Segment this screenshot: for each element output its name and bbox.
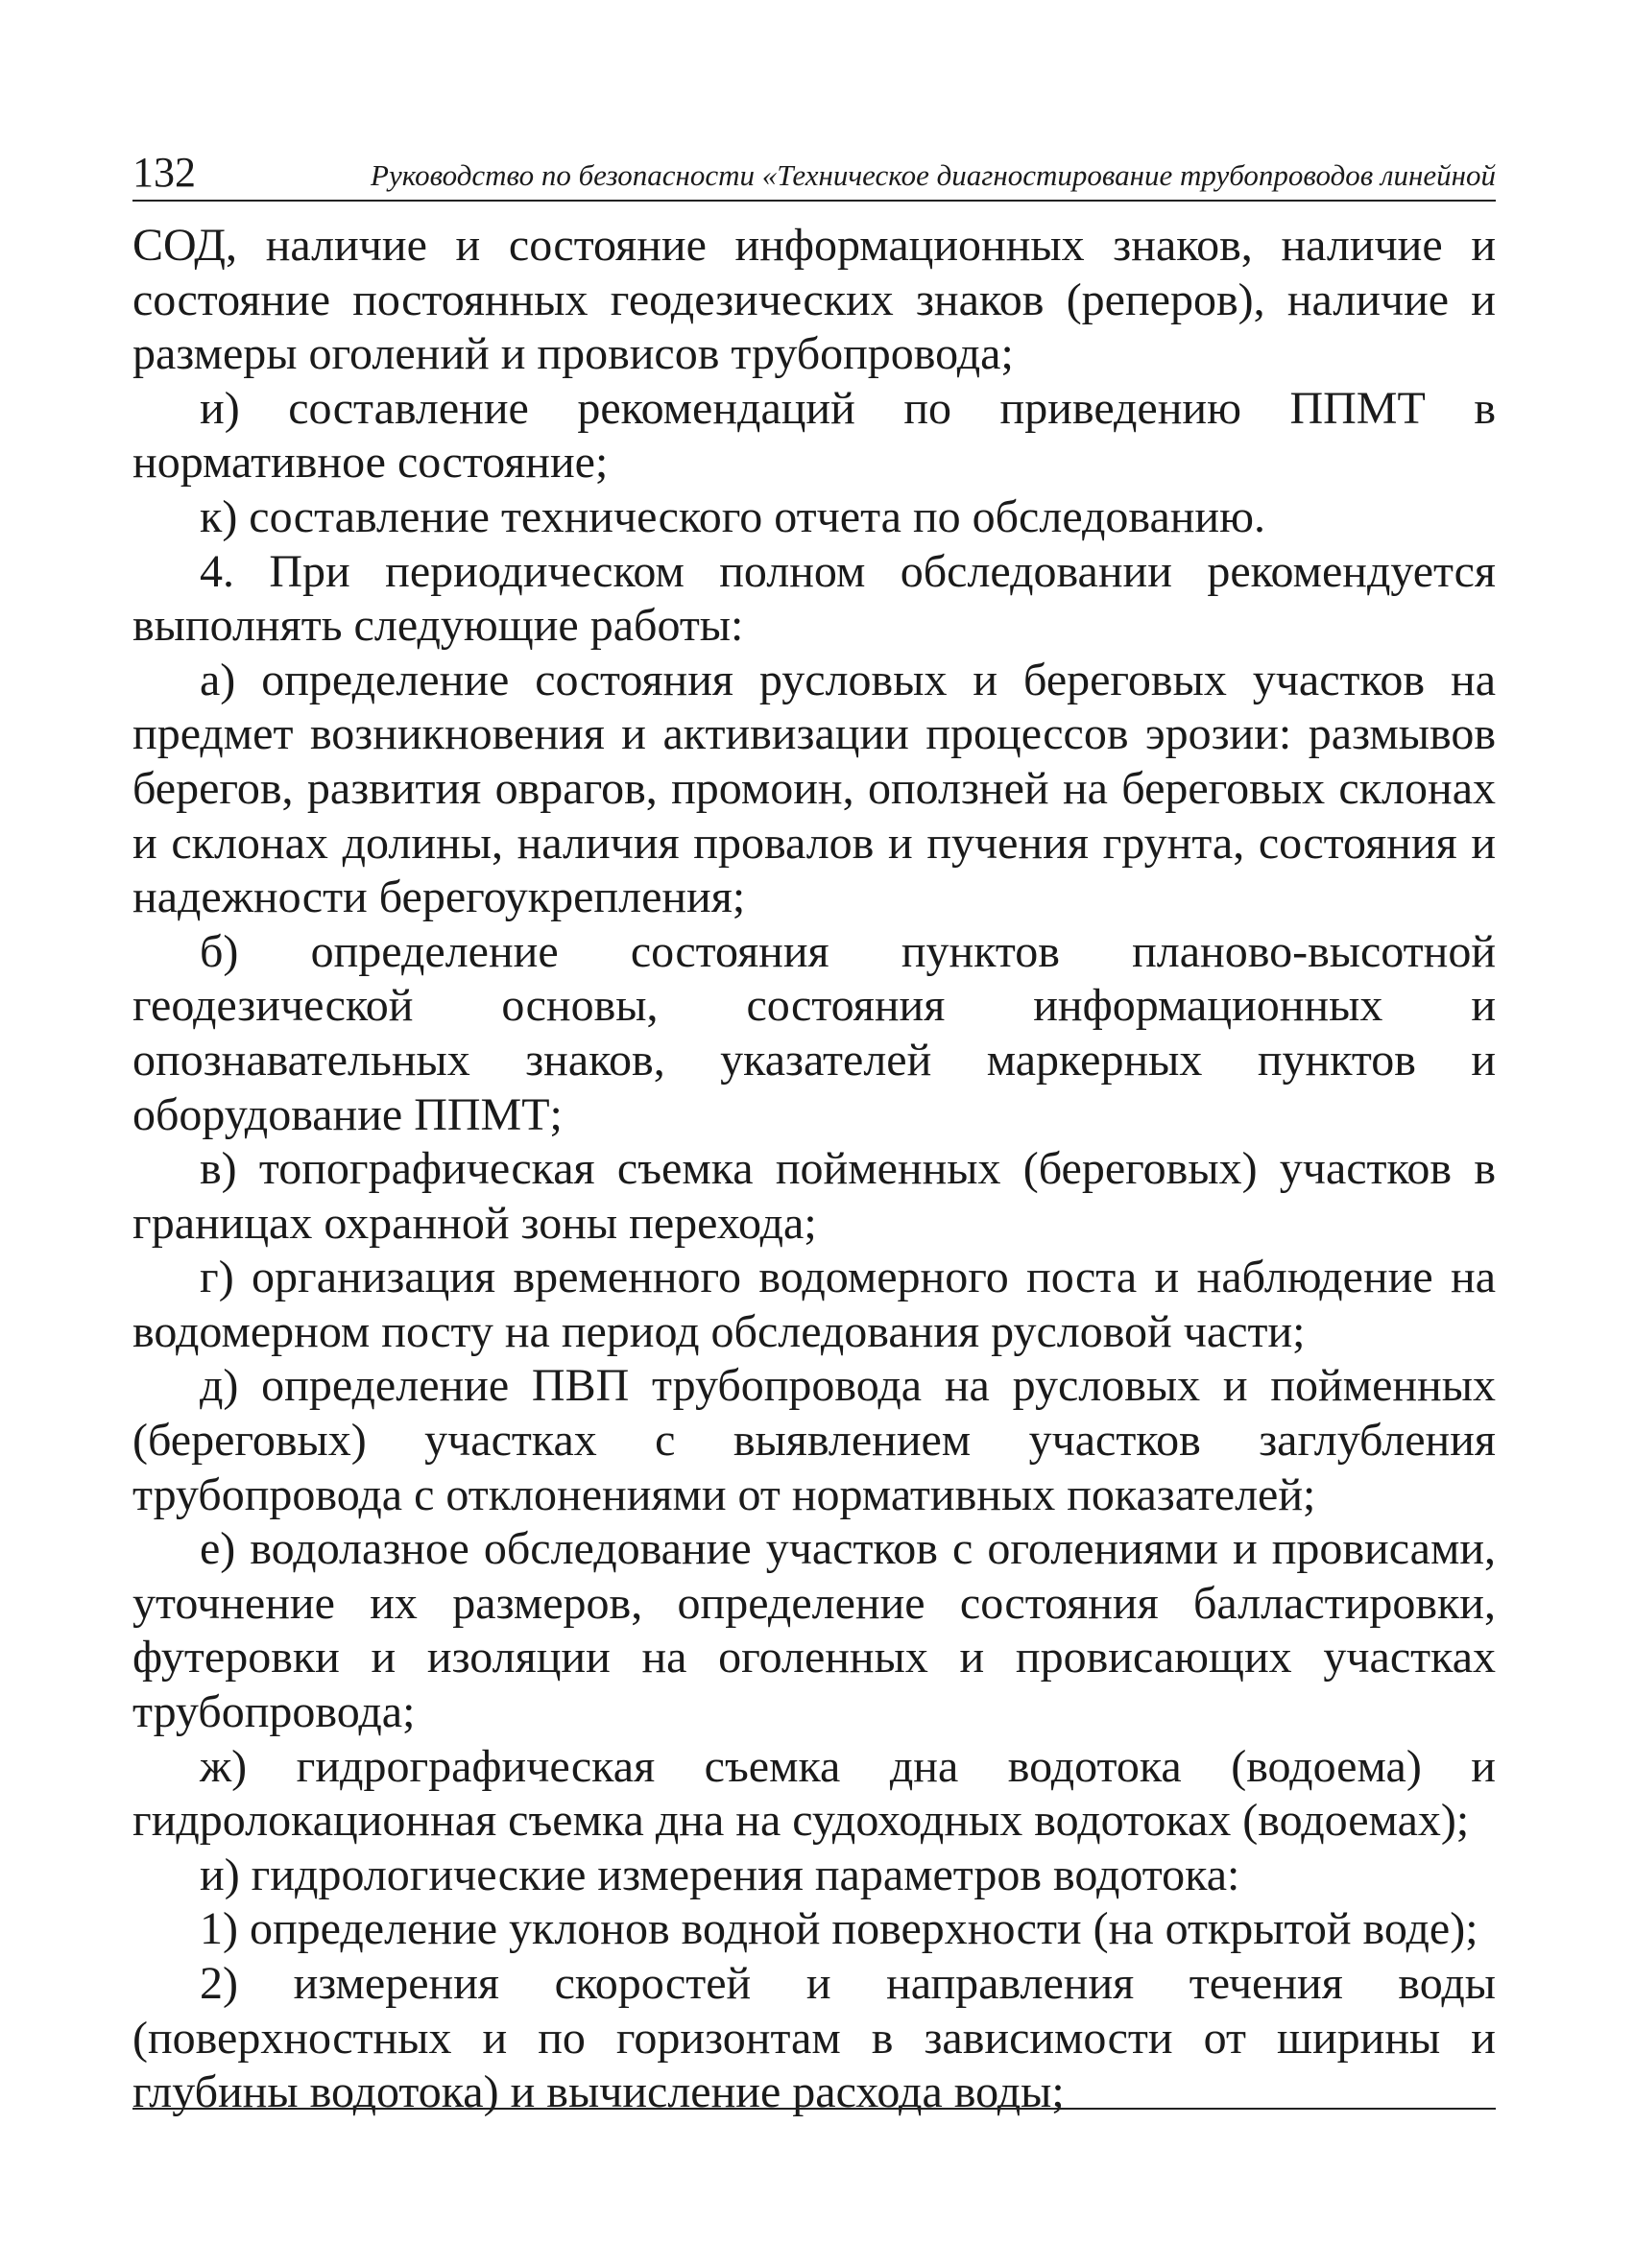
running-title: Руководство по безопасности «Техническое диагностирование трубопроводов линейной	[371, 158, 1496, 192]
paragraph-continuation: СОД, наличие и состояние информационных знаков, наличие и состояние постоянных геодезических знаков (реперов), наличие и размеры оголений и провисов трубопровода;	[132, 220, 1496, 380]
paragraph-item-e: е) водолазное обследование участков с оголениями и провисами, уточнение их размеров, определение состояния балластировки, футеровки и изоляции на оголенных и провисающих участках трубопровода;	[132, 1523, 1496, 1738]
page-body	[132, 219, 1496, 2120]
paragraph-subitem-1: 1) определение уклонов водной поверхности (на открытой воде);	[200, 1903, 1478, 1955]
paragraph-item-i2: и) гидрологические измерения параметров водотока:	[200, 1849, 1240, 1900]
paragraph-item-k: к) составление технического отчета по обследованию.	[200, 490, 1265, 542]
paragraph-item-g: г) организация временного водомерного поста и наблюдение на водомерном посту на период обследования русловой части;	[132, 1252, 1496, 1357]
paragraph-item-zh: ж) гидрографическая съемка дна водотока (водоема) и гидролокационная съемка дна на судоходных водотоках (водоемах);	[132, 1740, 1496, 1847]
paragraph-item-v: в) топографическая съемка пойменных (береговых) участков в границах охранной зоны перехода;	[132, 1143, 1496, 1249]
footer-rule	[132, 2108, 1496, 2110]
paragraph-item-b: б) определение состояния пунктов планово-высотной геодезической основы, состояния информационных и опознавательных знаков, указателей маркерных пунктов и оборудование ППМТ;	[132, 925, 1496, 1140]
paragraph-item-a: а) определение состояния русловых и береговых участков на предмет возникновения и активизации процессов эрозии: размывов берегов, развития оврагов, промоин, оползней на береговых склонах и склонах долины, наличия провалов и пучения грунта, состояния и надежности берегоукрепления;	[132, 654, 1496, 923]
paragraph-item-i: и) составление рекомендаций по приведению ППМТ в нормативное состояние;	[132, 382, 1496, 489]
paragraph-item-d: д) определение ПВП трубопровода на русловых и пойменных (береговых) участках с выявлением участков заглубления трубопровода с отклонениями от нормативных показателей;	[132, 1360, 1496, 1520]
page-number: 132	[132, 149, 196, 196]
page-header	[132, 144, 1496, 202]
paragraph-subitem-2: 2) измерения скоростей и направления течения воды (поверхностных и по горизонтам в зависимости от ширины и глубины водотока) и вычисление расхода воды;	[132, 1958, 1496, 2118]
paragraph-section-4: 4. При периодическом полном обследовании рекомендуется выполнять следующие работы:	[132, 545, 1496, 652]
